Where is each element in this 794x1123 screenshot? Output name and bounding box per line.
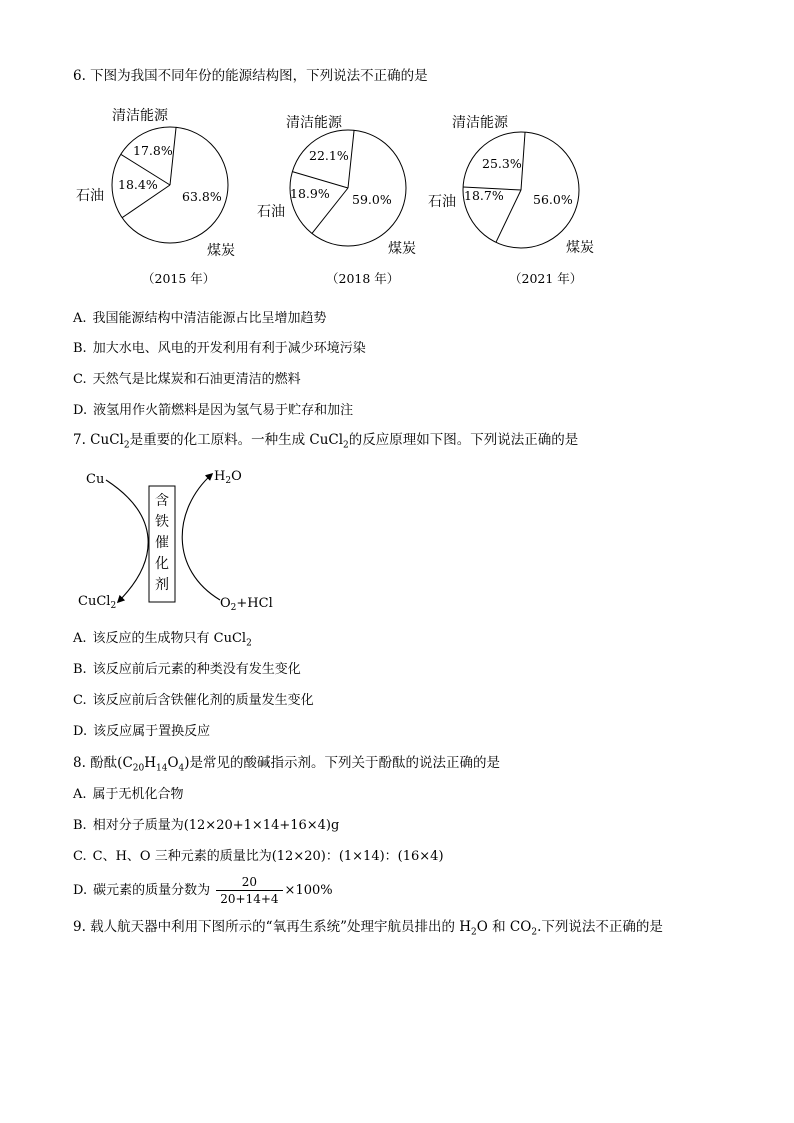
q6-option-d[interactable]: D. 液氢用作火箭燃料是因为氢气易于贮存和加注: [73, 403, 354, 418]
pie1-clean-value: 17.8%: [133, 143, 173, 158]
pie3-clean-label: 清洁能源: [452, 115, 508, 131]
cucl2-label: CuCl$_2$: [78, 594, 117, 611]
pie3-caption: （2021 年）: [509, 271, 583, 286]
q7-option-d[interactable]: D. 该反应属于置换反应: [73, 724, 211, 739]
pie2-coal-label: 煤炭: [388, 241, 416, 257]
q8-option-c[interactable]: C. C、H、O 三种元素的质量比为(12×20)：(1×14)：(16×4): [73, 849, 444, 864]
q9-stem: 9. 载人航天器中利用下图所示的“氧再生系统”处理宇航员排出的 $H_2O$ 和 $CO_2$.下列说法不正确的是: [73, 919, 663, 938]
pie1-caption: （2015 年）: [142, 271, 216, 286]
pie1-oil-value: 18.4%: [118, 177, 158, 192]
q7-stem: 7. CuCl$_2$是重要的化工原料。一种生成 CuCl$_2$的反应原理如下图。下列说法正确的是: [73, 432, 579, 451]
fraction: $\frac{20}{20+14+4}$: [216, 875, 282, 906]
catalyst-char-2: 铁: [155, 514, 169, 530]
pie2-oil-value: 18.9%: [290, 186, 330, 201]
cu-label: Cu: [86, 472, 105, 487]
reaction-diagram: [0, 460, 794, 620]
pie1-oil-label: 石油: [76, 188, 104, 204]
pie3-oil-label: 石油: [428, 194, 456, 210]
q8-option-a[interactable]: A. 属于无机化合物: [73, 787, 184, 802]
q8-option-d[interactable]: D. 碳元素的质量分数为 $\frac{20}{20+14+4}$ ×100%: [73, 875, 333, 906]
pie1-clean-label: 清洁能源: [112, 108, 168, 124]
q6-option-c[interactable]: C. 天然气是比煤炭和石油更清洁的燃料: [73, 372, 301, 387]
pie2-coal-value: 59.0%: [352, 192, 392, 207]
q6-option-b[interactable]: B. 加大水电、风电的开发利用有利于减少环境污染: [73, 341, 366, 356]
o2hcl-to-h2o-arrow: [182, 474, 220, 600]
pie2-clean-value: 22.1%: [309, 148, 349, 163]
pie3-coal-value: 56.0%: [533, 192, 573, 207]
q6-option-a[interactable]: A. 我国能源结构中清洁能源占比呈增加趋势: [73, 311, 327, 326]
q6-stem: 6. 下图为我国不同年份的能源结构图，下列说法不正确的是: [73, 68, 428, 84]
q7-option-a[interactable]: A. 该反应的生成物只有 CuCl$_2$: [73, 631, 252, 649]
pie3-clean-value: 25.3%: [482, 156, 522, 171]
pie2-oil-label: 石油: [257, 204, 285, 220]
q7-option-b[interactable]: B. 该反应前后元素的种类没有发生变化: [73, 662, 301, 677]
catalyst-char-3: 催: [155, 535, 169, 551]
pie1-coal-value: 63.8%: [182, 189, 222, 204]
pie2-caption: （2018 年）: [326, 271, 400, 286]
q8-stem: 8. 酚酞$(C_{20}H_{14}O_4)$是常见的酸碱指示剂。下列关于酚酞的说法正确的是: [73, 755, 501, 774]
q7-option-c[interactable]: C. 该反应前后含铁催化剂的质量发生变化: [73, 693, 314, 708]
pie1-coal-label: 煤炭: [207, 243, 235, 259]
energy-pie-charts: [0, 100, 794, 320]
cu-to-cucl2-arrow: [106, 480, 148, 602]
catalyst-char-4: 化: [155, 556, 169, 572]
pie3-oil-value: 18.7%: [464, 188, 504, 203]
q8-option-b[interactable]: B. 相对分子质量为(12×20+1×14+16×4)g: [73, 818, 340, 833]
pie2-clean-label: 清洁能源: [286, 115, 342, 131]
h2o-label: $H_2O$: [214, 469, 242, 486]
catalyst-char-1: 含: [155, 493, 169, 509]
o2hcl-label: $O_2+HCl$: [220, 596, 273, 613]
catalyst-char-5: 剂: [155, 577, 169, 593]
pie3-coal-label: 煤炭: [566, 240, 594, 256]
